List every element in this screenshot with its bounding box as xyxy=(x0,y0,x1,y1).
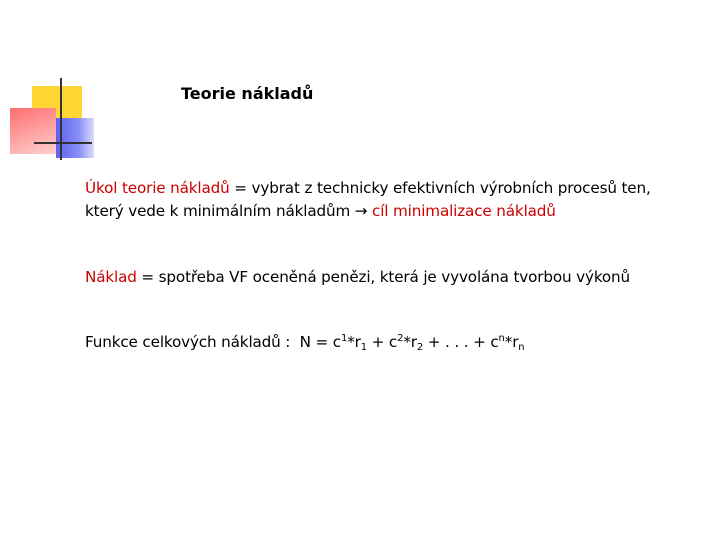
task-definition-continued: který vede k minimálním nákladům xyxy=(85,202,355,220)
formula-part: + c xyxy=(366,333,398,351)
formula-part: *r xyxy=(403,333,417,351)
formula-part: *r xyxy=(504,333,519,351)
slide-logo-icon xyxy=(0,0,120,170)
task-definition: vybrat z technicky efektivních výrobních procesů ten, xyxy=(251,179,651,197)
equals-sign: = xyxy=(229,179,252,197)
slide-title: Teorie nákladů xyxy=(181,84,314,103)
cost-function-prefix: Funkce celkových nákladů : N = c xyxy=(85,333,341,351)
subscript: n xyxy=(518,342,525,353)
subscript: n xyxy=(498,333,505,344)
cost-definition: spotřeba VF oceněná penězi, která je vyvolána tvorbou výkonů xyxy=(158,268,631,286)
subscript: 1 xyxy=(360,342,367,353)
paragraph-task xyxy=(85,177,651,223)
arrow-icon: → xyxy=(354,202,368,220)
paragraph-cost xyxy=(85,266,630,289)
goal-text: cíl minimalizace nákladů xyxy=(367,202,556,220)
logo-vertical-line xyxy=(60,78,62,160)
logo-horizontal-line xyxy=(34,142,92,144)
paragraph-task-line-2 xyxy=(85,200,651,223)
subscript: 2 xyxy=(397,333,404,344)
formula-part: *r xyxy=(347,333,361,351)
subscript: 1 xyxy=(340,333,348,344)
equals-sign: = xyxy=(136,268,159,286)
term-cost: Náklad xyxy=(85,268,137,286)
logo-red-square xyxy=(10,108,56,154)
term-task: Úkol teorie nákladů xyxy=(85,179,230,197)
paragraph-task-line-1 xyxy=(85,177,651,200)
formula-part: + . . . + c xyxy=(423,333,499,351)
paragraph-cost-function xyxy=(85,331,525,354)
subscript: 2 xyxy=(416,342,424,353)
